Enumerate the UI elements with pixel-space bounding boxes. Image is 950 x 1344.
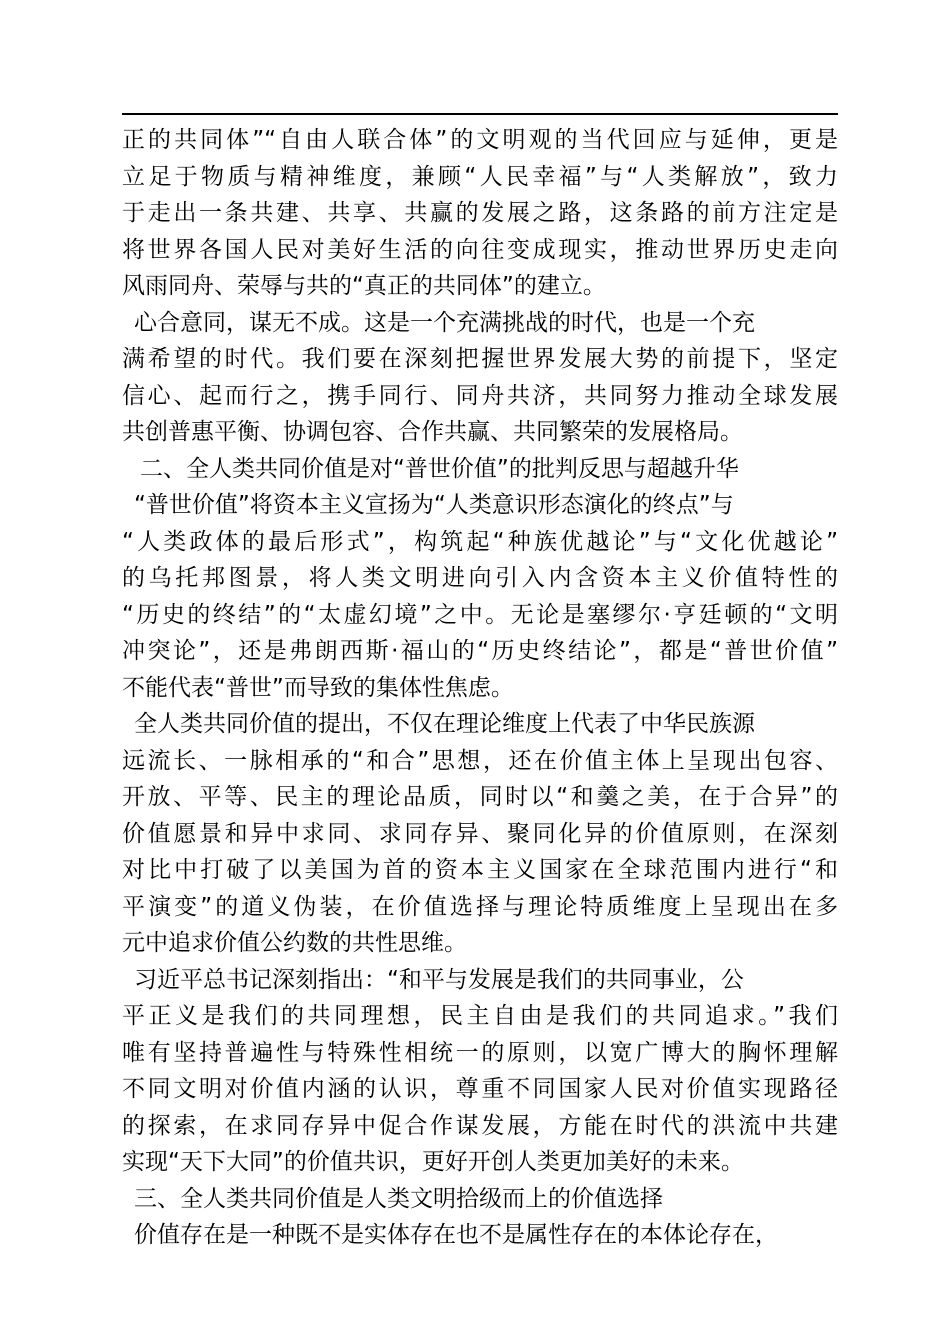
- text-line: 元中追求价值公约数的共性思维。: [122, 930, 467, 956]
- text-line: 的探索，在求同存异中促合作谋发展，方能在时代的洪流中共建: [122, 1112, 838, 1139]
- text-line: 风雨同舟、荣辱与共的“真正的共同体”的建立。: [122, 273, 606, 299]
- text-line: 不能代表“普世”而导致的集体性焦虑。: [122, 674, 514, 701]
- paragraph-start: “普世价值”将资本主义宣扬为“人类意识形态演化的终点”与: [134, 492, 734, 518]
- text-line: 远流长、一脉相承的“和合”思想，还在价值主体上呈现出包容、: [122, 747, 838, 774]
- text-line: 平正义是我们的共同理想，民主自由是我们的共同追求。”我们: [122, 1003, 838, 1029]
- text-line: 冲突论”，还是弗朗西斯·福山的“历史终结论”，都是“普世价值”: [122, 638, 838, 664]
- text-line: 将世界各国人民对美好生活的向往变成现实，推动世界历史走向: [122, 236, 838, 263]
- body-text: [122, 122, 852, 1254]
- paragraph-start: 价值存在是一种既不是实体存在也不是属性存在的本体论存在，: [134, 1222, 778, 1248]
- text-line: 开放、平等、民主的理论品质，同时以“和羹之美，在于合异”的: [122, 784, 838, 810]
- text-line: 的乌托邦图景，将人类文明进向引入内含资本主义价值特性的: [122, 565, 838, 591]
- text-line: 平演变”的道义伪装，在价值选择与理论特质维度上呈现出在多: [122, 893, 838, 920]
- paragraph-start: 习近平总书记深刻指出：“和平与发展是我们的共同事业，公: [134, 966, 744, 993]
- text-line: 于走出一条共建、共享、共赢的发展之路，这条路的前方注定是: [122, 200, 838, 226]
- text-line: 共创普惠平衡、协调包容、合作共赢、共同繁荣的发展格局。: [122, 419, 743, 445]
- paragraph-start: 全人类共同价值的提出，不仅在理论维度上代表了中华民族源: [134, 711, 755, 737]
- text-line: 立足于物质与精神维度，兼顾“人民幸福”与“人类解放”，致力: [122, 163, 838, 190]
- text-line: 唯有坚持普遍性与特殊性相统一的原则，以宽广博大的胸怀理解: [122, 1039, 838, 1066]
- text-line: 满希望的时代。我们要在深刻把握世界发展大势的前提下，坚定: [122, 346, 838, 372]
- header-rule: [122, 113, 838, 115]
- paragraph-start: 心合意同，谋无不成。这是一个充满挑战的时代，也是一个充: [134, 309, 755, 336]
- section-heading: 三、全人类共同价值是人类文明拾级而上的价值选择: [134, 1185, 663, 1212]
- text-line: 不同文明对价值内涵的认识，尊重不同国家人民对价值实现路径: [122, 1076, 838, 1102]
- text-line: 实现“天下大同”的价值共识，更好开创人类更加美好的未来。: [122, 1149, 744, 1175]
- section-heading: 二、全人类共同价值是对“普世价值”的批判反思与超越升华: [140, 455, 739, 482]
- text-line: “历史的终结”的“太虚幻境”之中。无论是塞缪尔·亨廷顿的“文明: [122, 601, 838, 628]
- text-line: 信心、起而行之，携手同行、同舟共济，共同努力推动全球发展: [122, 382, 838, 409]
- text-line: 价值愿景和异中求同、求同存异、聚同化异的价值原则，在深刻: [122, 820, 838, 847]
- text-line: “人类政体的最后形式”，构筑起“种族优越论”与“文化优越论”: [122, 528, 838, 555]
- text-line: 对比中打破了以美国为首的资本主义国家在全球范围内进行“和: [122, 857, 838, 883]
- text-line: 正的共同体”“自由人联合体”的文明观的当代回应与延伸，更是: [122, 127, 838, 153]
